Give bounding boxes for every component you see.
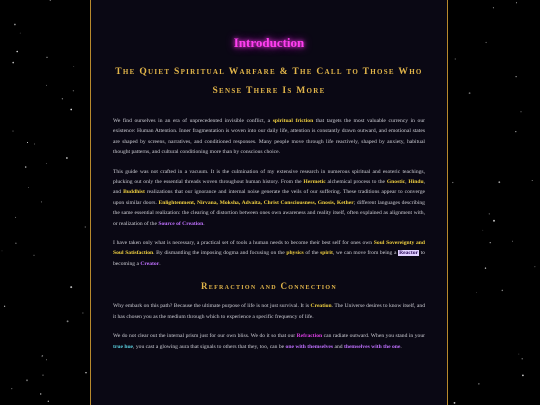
emphasis-text: Enlightenment, Nirvana, Moksha, Advaita, Christ Consciousness, Gnosis, Kether	[158, 199, 354, 206]
star	[522, 358, 523, 359]
star	[41, 356, 42, 357]
emphasis-text: spirit	[320, 250, 333, 257]
star	[454, 402, 456, 404]
emphasis-text: Buddhist	[123, 189, 145, 196]
star	[33, 255, 34, 256]
refraction-paragraph-2: We do not clear out the internal prism just for our own bliss. We do it so that our Refraction can radiate outward. When you stand in your true hue, you cast a glowing aura that signals to others that they, too, can be one with themselves and themselves with the one.	[113, 333, 426, 350]
star	[46, 163, 47, 164]
star	[46, 57, 47, 58]
page-subtitle: The Quiet Spiritual Warfare & The Call to Those Who Sense There Is More	[115, 67, 423, 96]
star	[46, 359, 47, 360]
star	[46, 85, 47, 86]
star	[27, 142, 28, 143]
star	[70, 286, 72, 288]
star	[455, 58, 456, 59]
star	[67, 320, 69, 322]
star	[502, 290, 504, 292]
star	[62, 98, 63, 99]
star	[493, 220, 495, 222]
emphasis-text: Hermetic	[303, 179, 326, 186]
refraction-paragraph-1: Why embark on this path? Because the ultimate purpose of life is not just survival. It is Creation. The Universe desires to know itself, and it has chosen you as the medium through which to experience a specific frequency of life.	[113, 303, 425, 320]
star	[34, 144, 35, 145]
star	[16, 51, 18, 53]
star	[66, 157, 68, 159]
star	[2, 251, 3, 252]
star	[4, 306, 5, 307]
intro-paragraph-3: I have taken only what is necessary, a practical set of tools a human needs to become their best self for ones own Soul Sovereignty and Soul Satisfaction. By dismantling the imposing dogma and focusing on the physics of the spirit, we can move from being a Reactor to becoming a Creator.	[113, 240, 425, 267]
emphasis-text: Gnostic	[386, 179, 406, 186]
star	[70, 109, 72, 111]
star	[515, 131, 516, 132]
star	[518, 354, 519, 355]
star	[512, 241, 513, 242]
star	[12, 62, 14, 64]
star	[486, 42, 487, 43]
intro-paragraph-1: We find ourselves in an era of unprecedented invisible conflict, a spiritual friction that targets the most valuable currency in our existence: Human Attention. Inner fragmentation is woven into our daily life, attention is constantly drawn outward, and emotional states are shaped by screens, narratives, and conditioned responses. Many people move through life reactively, shaped by anxiety, habitual thought patterns, and cultural conditioning more than by conscious choice.	[113, 118, 425, 156]
emphasis-text: true hue	[113, 343, 134, 350]
star	[42, 355, 43, 356]
star	[85, 226, 86, 227]
star	[40, 393, 41, 394]
star	[82, 312, 83, 313]
star	[25, 166, 27, 168]
star	[11, 388, 12, 389]
star	[12, 131, 13, 132]
star	[43, 375, 44, 376]
section-heading-refraction: Refraction and Connection	[200, 281, 337, 292]
emphasis-text: Reactor	[399, 250, 419, 257]
star	[476, 292, 477, 293]
star	[469, 92, 471, 94]
emphasis-text: Soul Sovereignty and Soul Satisfaction	[113, 240, 425, 257]
content-panel	[90, 0, 448, 405]
page-title: Introduction	[233, 35, 305, 50]
star	[15, 243, 16, 244]
emphasis-text: physics	[286, 250, 304, 257]
star	[516, 76, 517, 77]
star	[41, 201, 42, 202]
star	[520, 111, 521, 112]
star	[478, 383, 479, 384]
star	[522, 375, 524, 377]
star	[452, 182, 453, 183]
star	[493, 7, 494, 8]
star	[85, 372, 86, 373]
star	[20, 33, 21, 34]
star	[485, 267, 486, 268]
emphasis-text: Refraction	[296, 333, 323, 340]
star	[15, 217, 16, 218]
star	[28, 187, 29, 188]
star	[516, 2, 517, 3]
emphasis-text: Source of Creation	[158, 220, 204, 227]
emphasis-text: Creator	[140, 260, 160, 267]
emphasis-text: one with themselves	[285, 343, 334, 350]
emphasis-text: Hindu	[408, 179, 424, 186]
emphasis-text: spiritual friction	[272, 118, 314, 124]
star	[26, 379, 28, 381]
star	[490, 242, 491, 243]
star	[50, 0, 51, 1]
star	[482, 230, 483, 231]
star	[498, 181, 500, 183]
star	[73, 90, 74, 91]
intro-paragraph-2: This guide was not crafted in a vacuum. It is the culmination of my extensive research in numerous spiritual and esoteric teachings, plucking out only the essential threads woven throughout human history. From the Hermetic alchemical process to the Gnostic, Hindu, and Buddhist realizations that our ignorance and internal noise generate the veils of our suffering. These traditions appear to converge upon similar doors. Enlightenment, Nirvana, Moksha, Advaita, Christ Consciousness, Gnosis, Kether; different languages describing the same essential realization: the clearing of distortion between ones own awareness and reality itself, often explained as alignment with, or realization of the Source of Creation.	[113, 168, 425, 227]
star	[14, 24, 16, 26]
emphasis-text: themselves with the one	[343, 343, 401, 350]
star	[74, 66, 75, 67]
star	[48, 401, 49, 402]
star	[489, 213, 490, 214]
star	[534, 266, 535, 267]
star	[532, 180, 533, 181]
emphasis-text: Creation	[310, 303, 332, 310]
